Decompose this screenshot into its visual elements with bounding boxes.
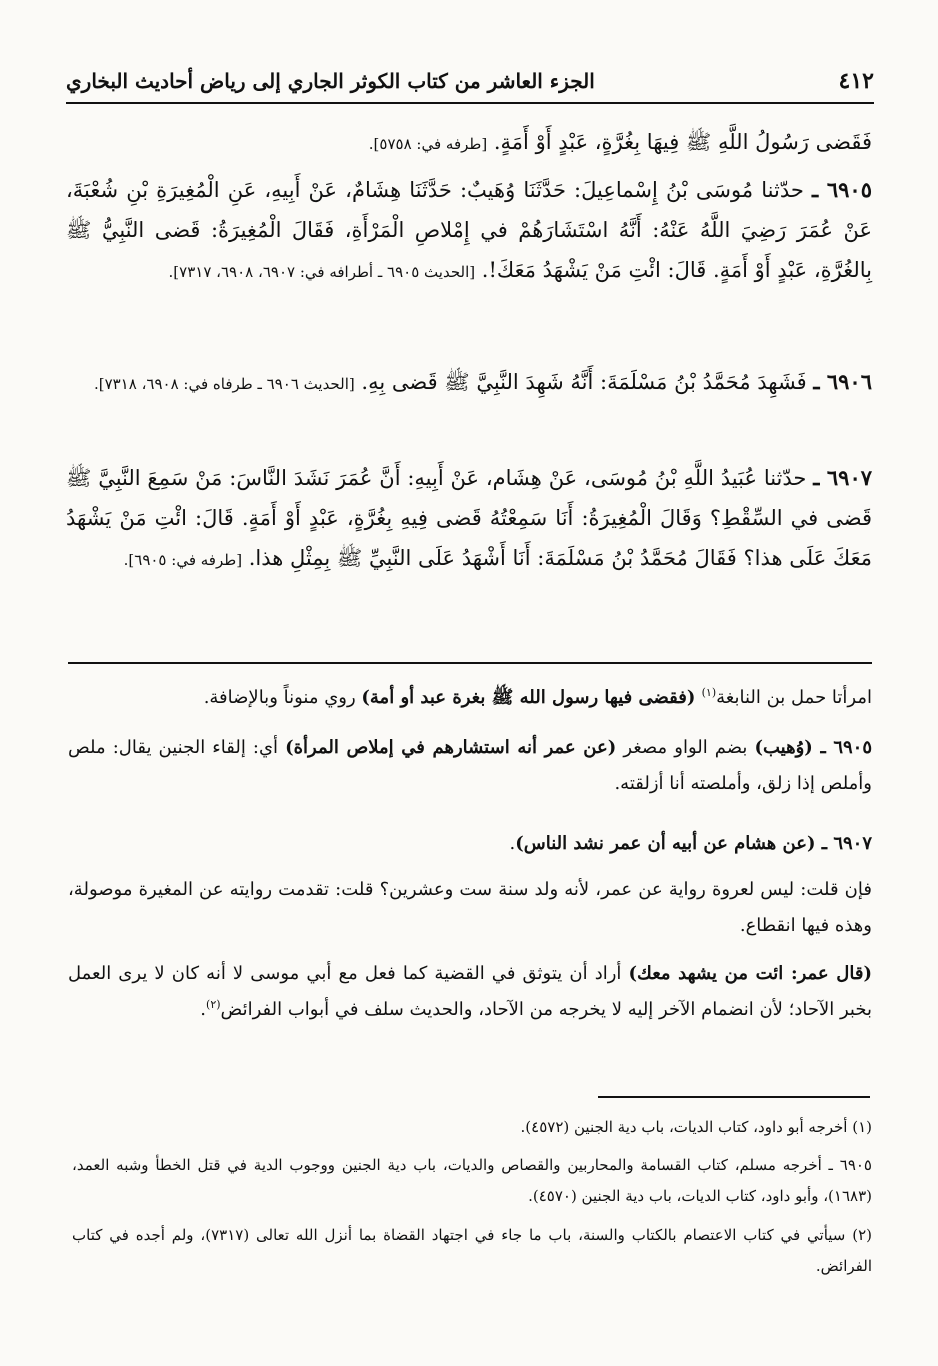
page-number: ٤١٢ (838, 68, 874, 94)
hadith-opening (66, 122, 872, 164)
hadith-6906 (66, 362, 872, 404)
commentary-text: . (200, 999, 207, 1020)
hadith-ref: [الحديث ٦٩٠٥ ـ أطرافه في: ٦٩٠٧، ٦٩٠٨، ٧٣١٧]. (168, 263, 476, 281)
commentary-para-1 (68, 680, 872, 716)
commentary-para-4 (68, 872, 872, 944)
commentary-para-3 (68, 826, 872, 862)
commentary-lemma: (قال عمر: ائت من يشهد معك) (628, 963, 872, 984)
hadith-number: ٦٩٠٧ ـ (813, 465, 873, 490)
commentary-lemma: (عن عمر أنه استشارهم في إملاص المرأة) (285, 737, 617, 758)
commentary-text: . (509, 833, 516, 854)
footnote-marker: (٢) (206, 998, 221, 1011)
hadith-opening-ref: [طرفه في: ٥٧٥٨]. (368, 135, 488, 153)
commentary-text: امرأتا حمل بن النابغة (716, 687, 872, 708)
hadith-text: حدّثنا مُوسَى بْنُ إِسْماعِيلَ: حَدَّثَنَا وُهَيبٌ: حَدَّثَنَا هِشَامٌ، عَنْ أَبِيهِ، عَنِ الْمُغِيرَةِ بْنِ شُعْبَةَ، عَنْ عُمَرَ رَضِيَ اللَّهُ عَنْهُ: أَنَّهُ اسْتَشَارَهُمْ في إِمْلاصِ الْمَرْأَةِ، فَقَالَ الْمُغِيرَةُ: قَضى النَّبِيُّ ﷺ بِالغُرَّةِ، عَبْدٍ أَوْ أَمَةٍ. قَالَ: ائْتِ مَنْ يَشْهَدُ مَعَكَ!. (66, 178, 872, 282)
hadith-ref: [طرفه في: ٦٩٠٥]. (123, 551, 243, 569)
hadith-ref: [الحديث ٦٩٠٦ ـ طرفاه في: ٦٩٠٨، ٧٣١٨]. (93, 375, 355, 393)
commentary-text: أي: إلقاء الجنين يقال: ملص وأملص إذا زلق، وأملصته أنا أزلقته. (68, 737, 872, 794)
commentary-number: ٦٩٠٥ ـ (820, 737, 872, 758)
running-title: الجزء العاشر من كتاب الكوثر الجاري إلى رياض أحاديث البخاري (66, 69, 595, 93)
hadith-number: ٦٩٠٦ ـ (813, 369, 872, 394)
commentary-lemma: (عن هشام عن أبيه أن عمر نشد الناس) (515, 833, 822, 854)
hadith-opening-text: فَقَضى رَسُولُ اللَّهِ ﷺ فِيهَا بِغُرَّةٍ، عَبْدٍ أَوْ أَمَةٍ. (493, 130, 872, 154)
commentary-para-5 (68, 956, 872, 1028)
section-divider (68, 662, 872, 664)
commentary-lemma: (فقضى فيها رسول الله ﷺ بغرة عبد أو أمة) (361, 687, 702, 708)
commentary-lemma: (وُهيب) (754, 737, 821, 758)
footnote-rule (598, 1096, 870, 1098)
hadith-text: فَشَهِدَ مُحَمَّدُ بْنُ مَسْلَمَةَ: أَنَّهُ شَهِدَ النَّبِيَّ ﷺ قَضى بِهِ. (361, 370, 807, 394)
hadith-number: ٦٩٠٥ ـ (811, 177, 872, 202)
hadith-text: حدّثنا عُبَيدُ اللَّهِ بْنُ مُوسَى، عَنْ هِشَام، عَنْ أَبِيهِ: أَنَّ عُمَرَ نَشَدَ النَّاسَ: مَنْ سَمِعَ النَّبِيَّ ﷺ قَضى في السِّقْطِ؟ وَقَالَ الْمُغِيرَةُ: أَنَا سَمِعْتُهُ قَضى فِيهِ بِغُرَّةٍ، عَبْدٍ أَوْ أَمَةٍ. قَالَ: ائْتِ مَنْ يَشْهَدُ مَعَكَ عَلَى هذا؟ فَقَالَ مُحَمَّدُ بْنُ مَسْلَمَةَ: أَنَا أَشْهَدُ عَلَى النَّبِيِّ ﷺ بِمِثْلِ هذا. (66, 466, 872, 570)
commentary-text: بضم الواو مصغر (616, 737, 755, 758)
commentary-text: فإن قلت: ليس لعروة رواية عن عمر، لأنه ولد سنة ست وعشرين؟ قلت: تقدمت روايته عن المغيرة موصولة، وهذه فيها انقطاع. (68, 879, 872, 936)
footnote-6905: ٦٩٠٥ ـ أخرجه مسلم، كتاب القسامة والمحاربين والقصاص والديات، باب دية الجنين ووجوب الدية في قتل الخطأ وشبه العمد، (١٦٨٣)، وأبو داود، كتاب الديات، باب دية الجنين (٤٥٧٠). (72, 1156, 872, 1205)
commentary-text: أراد أن يتوثق في القضية كما فعل مع أبي موسى لا أنه كان لا يرى العمل بخبر الآحاد؛ لأن انضمام الآخر إليه لا يخرجه من الآحاد، والحديث سلف في أبواب الفرائض (68, 963, 872, 1020)
commentary-para-2 (68, 730, 872, 802)
footnote-2: (٢) سيأتي في كتاب الاعتصام بالكتاب والسنة، باب ما جاء في اجتهاد القضاة بما أنزل الله تعالى (٧٣١٧)، ولم أجده في كتاب الفرائض. (72, 1226, 872, 1275)
commentary-text: روي منوناً وبالإضافة. (203, 687, 362, 708)
footnote-marker: (١) (701, 686, 717, 699)
commentary-number: ٦٩٠٧ ـ (821, 833, 872, 854)
hadith-6907 (66, 458, 872, 580)
footnote-1: (١) أخرجه أبو داود، كتاب الديات، باب دية الجنين (٤٥٧٢). (520, 1118, 872, 1136)
page-header (66, 60, 874, 104)
hadith-6905 (66, 170, 872, 292)
